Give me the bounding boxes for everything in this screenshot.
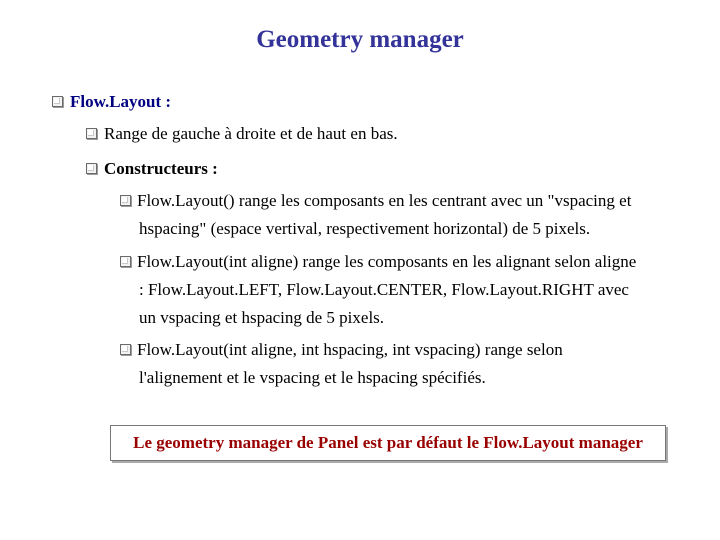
constructor-line: Flow.Layout(int aligne, int hspacing, int vspacing) range selon: [137, 340, 563, 359]
constructor-item: [120, 248, 666, 332]
list-item: [86, 159, 218, 179]
section-heading: [52, 92, 171, 112]
constructor-item: [120, 336, 666, 392]
list-item-text: Constructeurs :: [104, 159, 218, 178]
section-label: Flow.Layout :: [70, 92, 172, 111]
constructor-line: Flow.Layout() range les composants en les centrant avec un "vspacing et: [137, 191, 632, 210]
constructor-item: [120, 187, 666, 243]
square-bullet-icon: [120, 195, 131, 206]
square-bullet-icon: [86, 128, 97, 139]
constructor-line: Flow.Layout(int aligne) range les composants en les alignant selon aligne: [137, 252, 637, 271]
constructor-line: : Flow.Layout.LEFT, Flow.Layout.CENTER, Flow.Layout.RIGHT avec: [139, 280, 629, 299]
constructor-line: hspacing" (espace vertival, respectivement horizontal) de 5 pixels.: [139, 219, 591, 238]
square-bullet-icon: [52, 96, 63, 107]
square-bullet-icon: [86, 163, 97, 174]
page-title: Geometry manager: [256, 26, 464, 53]
constructor-line: l'alignement et le vspacing et le hspacing spécifiés.: [139, 368, 486, 387]
list-item-text: Range de gauche à droite et de haut en bas.: [104, 124, 398, 143]
note-text: Le geometry manager de Panel est par défaut le Flow.Layout manager: [133, 433, 643, 452]
default-layout-note: [110, 425, 666, 461]
square-bullet-icon: [120, 256, 131, 267]
list-item: [86, 124, 398, 144]
square-bullet-icon: [120, 344, 131, 355]
constructor-line: un vspacing et hspacing de 5 pixels.: [139, 308, 385, 327]
